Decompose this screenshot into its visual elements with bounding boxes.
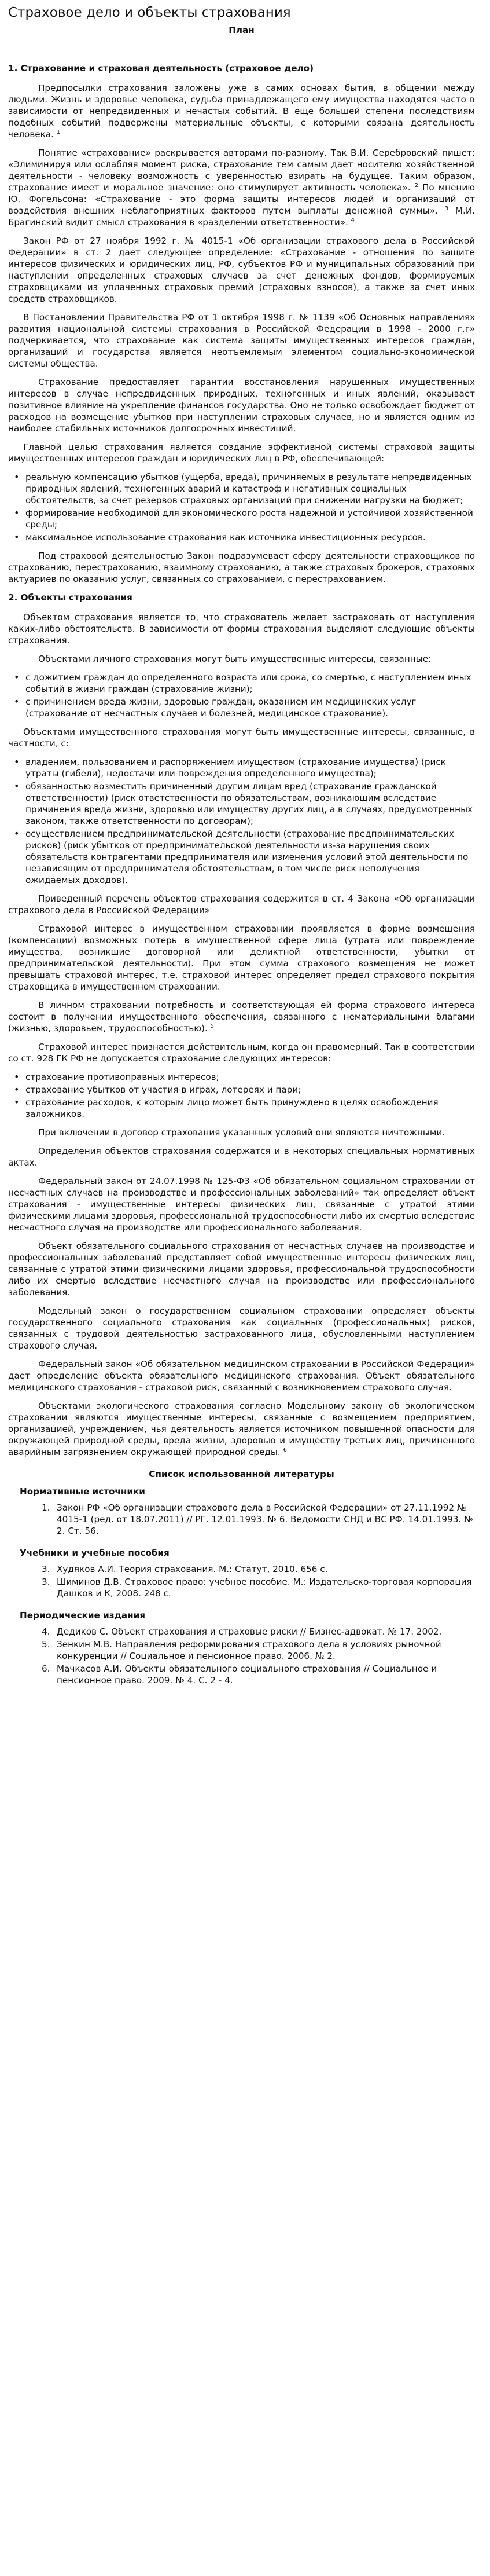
footnote-ref[interactable]: 1 xyxy=(56,129,61,135)
paragraph: При включении в договор страхования указанных условий они являются ничтожными. xyxy=(38,1127,445,1138)
list-item: • владением, пользованием и распоряжением имуществом (страхование имущества) (риск утраты (гибели), недостачи или повреждения определенного имущества); xyxy=(25,756,475,779)
footnote-ref[interactable]: 5 xyxy=(210,1023,214,1029)
list-item: • обязанностью возместить причиненный другим лицам вред (страхование гражданской ответственности) (риск ответственности по обязательствам, возникающим вследствие причинения вреда жизни, здоровью или имуществу других лиц, а в случаях, предусмотренных законом, также ответственности по договорам); xyxy=(25,781,475,827)
paragraph: Объект обязательного социального страхования от несчастных случаев на производстве и профессиональных заболеваний представляет собой имущественные интересы физических лиц, связанные с утратой этими физическими лицами здоровья, профессиональной трудоспособности либо их смертью вследствие несчастного случая на производстве или профессионального заболевания. xyxy=(8,1241,475,1298)
footnote-ref[interactable]: 2 xyxy=(414,182,418,189)
section-2-heading: 2. Объекты страхования xyxy=(8,592,132,603)
section-1-heading: 1. Страхование и страховая деятельность (страховое дело) xyxy=(8,63,314,74)
paragraph: Предпосылки страхования заложены уже в самих основах бытия, в общении между людьми. Жизнь и здоровье человека, судьба принадлежащего ему имущества находятся часто в зависимости от непредвиденных и нечастых событий. В еще большей степени последствиям подобных событий подвержены материальные объекты, с которыми связана деятельность человека. $^1$ xyxy=(8,83,475,140)
bibliography-item: 1. Закон РФ «Об организации страхового дела в Российской Федерации» от 27.11.1992 № 4015-1 (ред. от 18.07.2011) // РГ. 12.01.1993. № 6. Ведомости СНД и ВС РФ. 14.01.1993. № 2. Ст. 56. xyxy=(42,1503,473,1536)
paragraph: Страхование предоставляет гарантии восстановления нарушенных имущественных интересов в случае непредвиденных природных, техногенных и иных явлений, оказывает позитивное влияние на укрепление финансов государства. Оно не только освобождает бюджет от расходов на возмещение убытков при наступлении страховых случаев, но и является одним из наиболее стабильных источников долгосрочных инвестиций. xyxy=(8,377,475,434)
paragraph: Понятие «страхование» раскрывается авторами по-разному. Так В.И. Серебровский пишет: «Элиминируя или ослабляя момент риска, страхование тем самым дает носителю хозяйственной деятельности - человеку возможность с уверенностью взирать на будущее. Таким образом, страхование имеет и моральное значение: оно стимулирует активность человека». $^2$ По мнению Ю. Фогельсона: «Страхование - это форма защиты интересов людей и организаций от воздействия внешних неблагоприятных факторов путем выплаты денежной суммы». $^3$ М.И. Брагинский видит смысл страхования в «разделении ответственности». $^4$ xyxy=(8,148,476,228)
bibliography-item: 3. Шиминов Д.В. Страховое право: учебное пособие. М.: Издательско-торговая корпорация Дашков и К, 2008. 248 с. xyxy=(42,1577,472,1599)
paragraph: В личном страховании потребность и соответствующая ей форма страхового интереса состоит в получении имущественного обеспечения, связанного с нематериальными благами (жизнью, здоровьем, трудоспособностью). $^5$ xyxy=(8,1000,475,1034)
footnote-ref[interactable]: 6 xyxy=(283,1446,287,1453)
paragraph: Главной целью страхования является создание эффективной системы страховой защиты имущественных интересов граждан и юридических лиц в РФ, обеспечивающей: xyxy=(8,442,475,464)
personal-insurance-list xyxy=(8,672,475,719)
paragraph: Модельный закон о государственном социальном страховании определяет объекты государственного социального страхования как социальных (профессиональных) рисков, связанных с трудовой деятельностью застрахованного лица, обусловленными наступлением страхового случая. xyxy=(8,1306,475,1351)
list-item: • реальную компенсацию убытков (ущерба, вреда), причиняемых в результате непредвиденных природных явлений, техногенных аварий и катастроф и негативных социальных обстоятельств, за счет резервов страховых организаций при снижении нагрузки на бюджет; xyxy=(25,471,475,506)
paragraph: Страховой интерес признается действительным, когда он правомерный. Так в соответствии со ст. 928 ГК РФ не допускается страхование следующих интересов: xyxy=(8,1042,475,1064)
bibliography-heading: Список использованной литературы xyxy=(149,1469,334,1479)
normative-sources-list xyxy=(8,1502,475,1537)
paragraph: Определения объектов страхования содержатся и в некоторых специальных нормативных актах. xyxy=(8,1146,475,1168)
bibliography-item: 5. Зенкин М.В. Направления реформирования страхового дела в условиях рыночной конкуренции // Социальное и пенсионное право. 2006. № 2. xyxy=(42,1639,441,1661)
list-item: • с дожитием граждан до определенного возраста или срока, со смертью, с наступлением иных событий в жизни граждан (страхование жизни); xyxy=(25,672,475,695)
list-item: • с причинением вреда жизни, здоровью граждан, оказанием им медицинских услуг (страхование от несчастных случаев и болезней, медицинское страхование). xyxy=(25,696,475,719)
property-insurance-list xyxy=(8,756,475,886)
paragraph: Приведенный перечень объектов страхования содержится в ст. 4 Закона «Об организации страхового дела в Российской Федерации» xyxy=(8,893,475,915)
normative-sources-heading: Нормативные источники xyxy=(20,1486,145,1497)
paragraph: Федеральный закон от 24.07.1998 № 125-ФЗ «Об обязательном социальном страховании от несчастных случаев на производстве и профессиональных заболеваний» так определяет объект страхования - имущественные интересы физических лиц, связанные с утратой этими физическими лицами здоровья, профессиональной трудоспособности либо их смертью вследствие несчастного случая на производстве или профессионального заболевания. xyxy=(8,1176,475,1233)
list-item: • страхование противоправных интересов; xyxy=(25,1071,475,1083)
paragraph: Под страховой деятельностью Закон подразумевает сферу деятельности страховщиков по страхованию, перестрахованию, взаимному страхованию, а также страховых брокеров, страховых актуариев по оказанию услуг, связанных со страхованием, с перестрахованием. xyxy=(8,551,475,584)
prohibited-interests-list xyxy=(8,1071,475,1120)
paragraph: Федеральный закон «Об обязательном медицинском страховании в Российской Федерации» дает определение объекта обязательного медицинского страхования. Объект обязательного медицинского страхования - страховой риск, связанный с возникновением страхового случая. xyxy=(8,1359,475,1393)
paragraph: Объектами экологического страхования согласно Модельному закону об экологическом страховании являются имущественные интересы, связанные с возмещением предприятием, организацией, учреждением, чья деятельность является источником повышенной опасности для окружающей природной среды, вреда жизни, здоровью и имуществу третьих лиц, причиненного аварийным загрязнением окружающей природной среды. $^6$ xyxy=(8,1401,475,1457)
list-item: • формирование необходимой для экономического роста надежной и устойчивой хозяйственной среды; xyxy=(25,507,475,530)
paragraph: Объектами личного страхования могут быть имущественные интересы, связанные: xyxy=(38,654,432,664)
list-item: • осуществлением предпринимательской деятельности (страхование предпринимательских рисков) (риск убытков от предпринимательской деятельности из-за нарушения своих обязательств контрагентами предпринимателя или изменения условий этой деятельности по независящим от предпринимателя обстоятельствам, в том числе риск неполучения ожидаемых доходов). xyxy=(25,828,475,886)
plan-heading: План xyxy=(229,25,255,35)
goals-list xyxy=(8,471,475,543)
paragraph: Страховой интерес в имущественном страховании проявляется в форме возмещения (компенсации) возможных потерь в имущественной сфере лица (утрата или повреждение имущества, возникшие договорной или деликтной ответственности, убытки от предпринимательской деятельности). При этом сумма страхового возмещения не может превышать страховой интерес, т.е. страховой интерес определяет предел страхового покрытия страховщика в имущественном страховании. xyxy=(8,924,475,992)
paragraph: Объектами имущественного страхования могут быть имущественные интересы, связанные, в частности, с: xyxy=(8,727,475,749)
list-item: • страхование расходов, к которым лицо может быть принуждено в целях освобождения заложников. xyxy=(25,1097,475,1120)
bibliography-item: 6. Мачкасов А.И. Объекты обязательного социального страхования // Социальное и пенсионное право. 2009. № 4. С. 2 - 4. xyxy=(42,1663,437,1685)
textbooks-heading: Учебники и учебные пособия xyxy=(20,1548,170,1558)
paragraph: Объектом страхования является то, что страхователь желает застраховать от наступления каких-либо обстоятельств. В зависимости от формы страхования выделяют следующие объекты страхования. xyxy=(8,612,475,646)
list-item: • страхование убытков от участия в играх, лотереях и пари; xyxy=(25,1084,475,1095)
bibliography-item: 4. Дедиков С. Объект страхования и страховые риски // Бизнес-адвокат. № 17. 2002. xyxy=(42,1626,442,1637)
footnote-ref[interactable]: 4 xyxy=(351,217,355,223)
footnote-ref[interactable]: 3 xyxy=(444,205,449,212)
paragraph: Закон РФ от 27 ноября 1992 г. № 4015-1 «Об организации страхового дела в Российской Федерации» в ст. 2 дает следующее определение: «Страхование - отношения по защите интересов физических и юридических лиц, РФ, субъектов РФ и муниципальных образований при наступлении определенных страховых случаев за счет денежных фондов, формируемых страховщиками из уплаченных страховых премий (страховых взносов), а также за счет иных средств страховщиков. xyxy=(8,236,475,304)
bibliography-item: 3. Худяков А.И. Теория страхования. М.: Статут, 2010. 656 с. xyxy=(42,1564,328,1574)
list-item: • максимальное использование страхования как источника инвестиционных ресурсов. xyxy=(25,532,475,543)
periodicals-heading: Периодические издания xyxy=(20,1610,146,1621)
periodicals-list xyxy=(8,1626,475,1686)
paragraph: В Постановлении Правительства РФ от 1 октября 1998 г. № 1139 «Об Основных направлениях развития национальной системы страхования в Российской Федерации в 1998 - 2000 г.г» подчеркивается, что страхование как система защиты имущественных интересов граждан, организаций и государства является неотъемлемым элементом социально-экономической системы общества. xyxy=(8,312,475,369)
document-title: Страховое дело и объекты страхования xyxy=(8,5,291,20)
textbooks-list xyxy=(8,1563,475,1599)
